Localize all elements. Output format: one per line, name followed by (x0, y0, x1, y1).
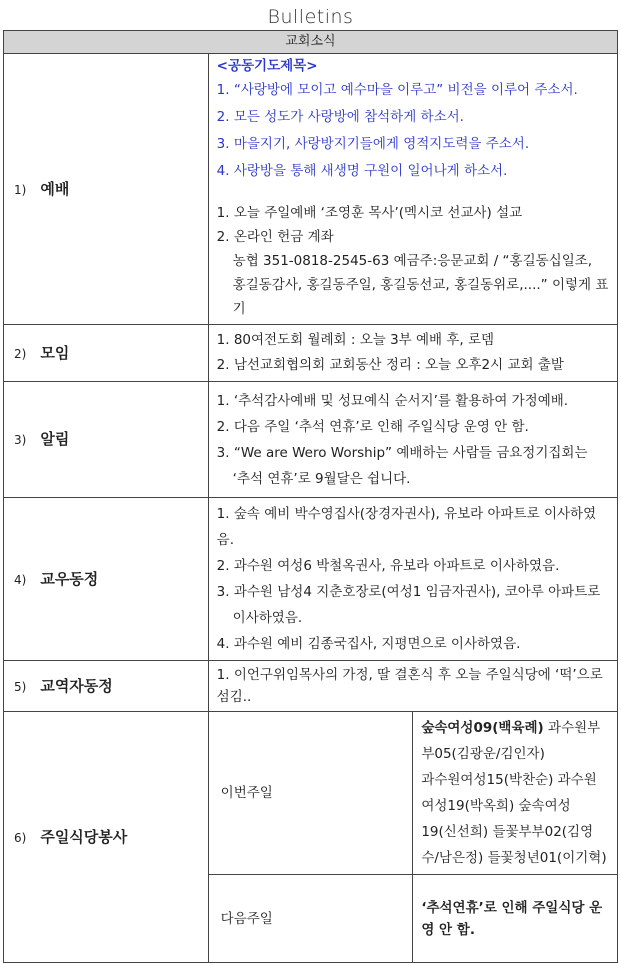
notice-item: 2. 다음 주일 ‘추석 연휴’로 인해 주일식당 운영 안 함. (216, 418, 529, 435)
section-content-worship (208, 54, 617, 325)
notice-item: 3. “We are Wero Worship” 예배하는 사람들 금요정기집회는 (216, 444, 588, 461)
prayer-item: 4. 사랑방을 통해 새생명 구원이 일어나게 하소서. (216, 163, 508, 179)
section-content-meeting (208, 325, 617, 382)
this-week-content (413, 712, 618, 875)
account-detail: 농협 351-0818-2545-63 예금주:응문교회 / “홍길동십일조, 홍길동감사, 홍길동주일, 홍길동선교, 홍길동위로,....” 이렇게 표기 (232, 253, 609, 317)
section-content-notice (208, 382, 617, 498)
prayer-item: 3. 마을지기, 사랑방지기들에게 영적지도력을 주소서. (216, 136, 530, 152)
worship-item: 1. 오늘 주일예배 ‘조영훈 목사’(멕시코 선교사) 설교 (216, 205, 523, 221)
section-content-members (208, 498, 617, 661)
notice-item-cont: ‘추석 연휴’로 9월달은 쉽니다. (232, 470, 411, 487)
member-item: 3. 과수원 남성4 지춘호장로(여성1 임금자권사), 코아루 아파트로 (216, 584, 601, 600)
notice-item: 1. ‘추석감사예배 및 성묘예식 순서지’를 활용하여 가정예배. (216, 392, 569, 409)
prayer-item: 2. 모든 성도가 사랑방에 참석하게 하소서. (216, 109, 464, 125)
meeting-item: 2. 남선교회협의회 교회동산 정리 : 오늘 오후2시 교회 출발 (216, 357, 564, 373)
member-item: 1. 숲속 예비 박수영집사(장경자권사), 유보라 아파트로 이사하였음. (216, 506, 597, 548)
next-week-content: ‘추석연휴’로 인해 주일식당 운영 안 함. (413, 875, 618, 963)
this-week-text: 과수원여성15(박찬순) 과수원여성19(박옥희) 숲속여성 (421, 772, 597, 814)
prayer-item: 1. “사랑방에 모이고 예수마을 이루고” 비전을 이루어 주소서. (216, 82, 578, 98)
this-week-bold: 숲속여성09(백육례) (421, 720, 544, 736)
page-title: Bulletins (267, 6, 354, 28)
this-week-text: 19(신선희) 들꽃부부02(김영수/남은정) 들꽃청년01(이기혁) (421, 824, 607, 866)
section-content-ministers (208, 661, 617, 712)
this-week-label: 이번주일 (208, 712, 413, 875)
section-label-members: 4) 교우동정 (4, 498, 209, 661)
table-header: 교회소식 (4, 31, 618, 54)
next-week-label: 다음주일 (208, 875, 413, 963)
meeting-item: 1. 80여전도회 월례회 : 오늘 3부 예배 후, 로뎀 (216, 332, 495, 348)
member-item: 2. 과수원 여성6 박철옥권사, 유보라 아파트로 이사하였음. (216, 558, 560, 574)
minister-item: 1. 이언구위임목사의 가정, 딸 결혼식 후 오늘 주일식당에 ‘떡’으로 섬김.. (216, 667, 603, 705)
section-label-meeting: 2) 모임 (4, 325, 209, 382)
bulletin-table (3, 30, 618, 963)
prayer-title: <공동기도제목> (216, 58, 318, 74)
section-label-ministers: 5) 교역자동정 (4, 661, 209, 712)
section-label-notice: 3) 알림 (4, 382, 209, 498)
section-label-kitchen: 6) 주일식당봉사 (4, 712, 209, 963)
member-item-cont: 이사하였음. (232, 610, 303, 626)
this-week-text: 과수원부부05(김광운/김인자) (421, 720, 601, 762)
member-item: 4. 과수원 예비 김종국집사, 지평면으로 이사하였음. (216, 636, 521, 652)
section-label-worship: 1) 예배 (4, 54, 209, 325)
worship-item: 2. 온라인 헌금 계좌 (216, 229, 334, 245)
